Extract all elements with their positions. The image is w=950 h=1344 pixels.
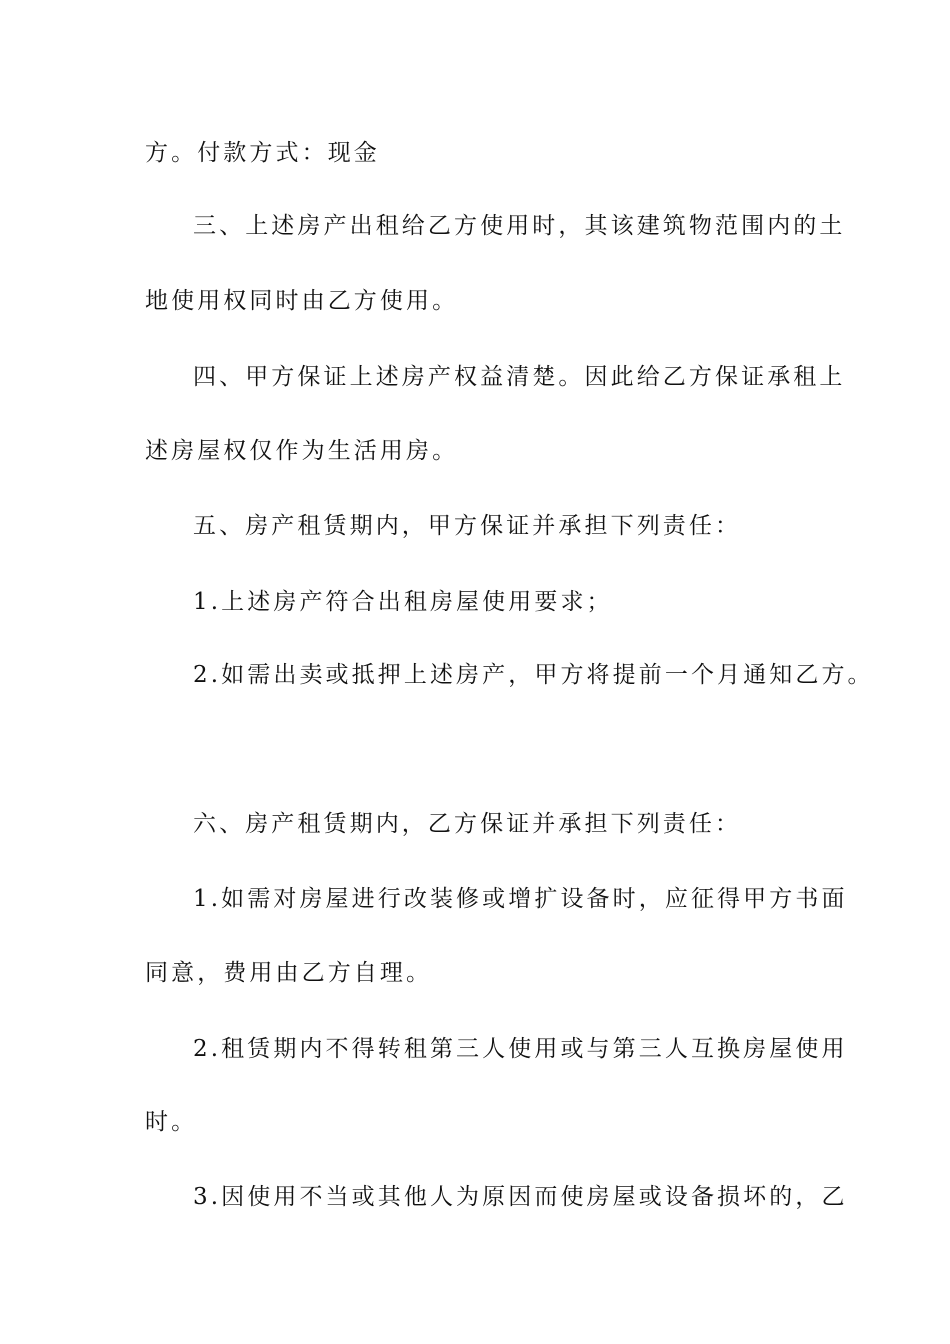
- text-line-payment: 方。付款方式：现金: [145, 140, 380, 166]
- text-line-clause-5-item-1: 1.上述房产符合出租房屋使用要求；: [193, 589, 613, 615]
- text-line-clause-6: 六、房产租赁期内，乙方保证并承担下列责任：: [193, 811, 742, 837]
- text-line-clause-4-end: 述房屋权仅作为生活用房。: [145, 438, 459, 464]
- text-line-clause-6-item-1-end: 同意，费用由乙方自理。: [145, 960, 433, 986]
- text-line-clause-3-end: 地使用权同时由乙方使用。: [145, 288, 459, 314]
- text-line-clause-5: 五、房产租赁期内，甲方保证并承担下列责任：: [193, 513, 742, 539]
- text-line-clause-3-start: 三、上述房产出租给乙方使用时，其该建筑物范围内的土: [193, 213, 846, 239]
- text-line-clause-6-item-2-end: 时。: [145, 1109, 198, 1135]
- text-line-clause-4-start: 四、甲方保证上述房产权益清楚。因此给乙方保证承租上: [193, 364, 846, 390]
- text-line-clause-6-item-3: 3.因使用不当或其他人为原因而使房屋或设备损坏的，乙: [193, 1184, 848, 1210]
- text-line-clause-5-item-2: 2.如需出卖或抵押上述房产，甲方将提前一个月通知乙方。: [193, 662, 874, 688]
- text-line-clause-6-item-1-start: 1.如需对房屋进行改装修或增扩设备时，应征得甲方书面: [193, 886, 848, 912]
- text-line-clause-6-item-2-start: 2.租赁期内不得转租第三人使用或与第三人互换房屋使用: [193, 1036, 848, 1062]
